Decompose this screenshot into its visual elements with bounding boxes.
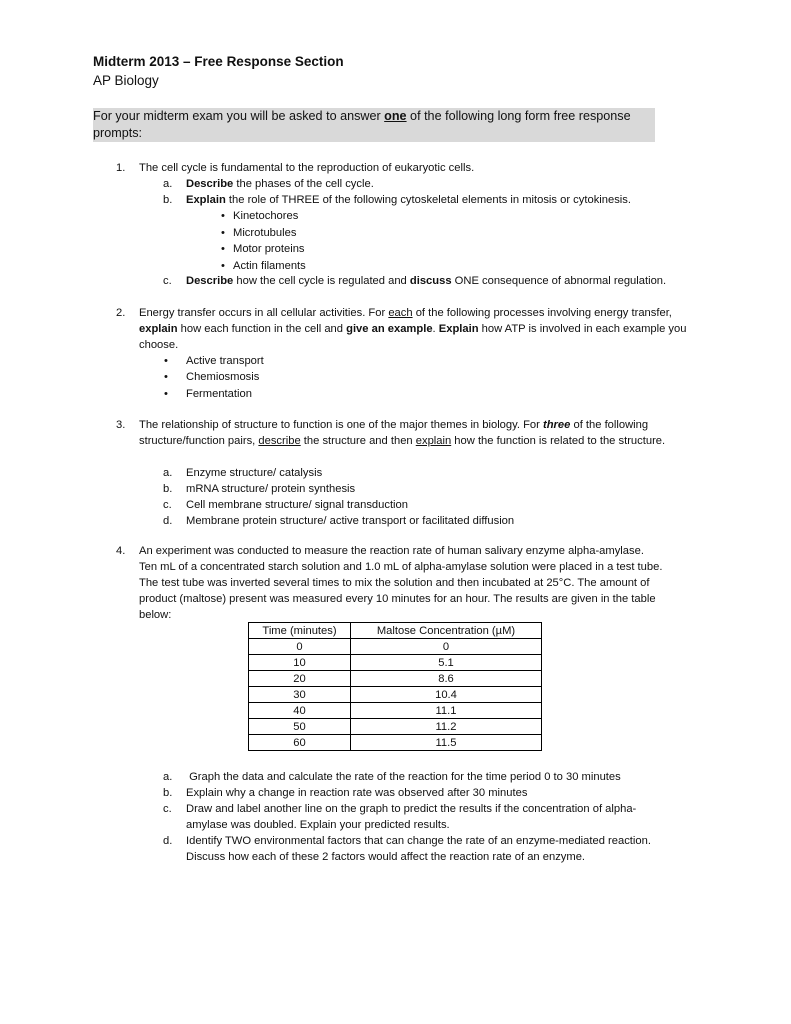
q4-line: An experiment was conducted to measure the reaction rate of human salivary enzyme alpha-amylase.	[139, 545, 644, 557]
q1-b-text: the role of THREE of the following cytoskeletal elements in mitosis or cytokinesis.	[225, 194, 631, 206]
q3-item: mRNA structure/ protein synthesis	[186, 483, 356, 495]
q4-line: Ten mL of a concentrated starch solution and 1.0 mL of alpha-amylase solution were placed in a test tube.	[139, 561, 663, 573]
bullet-icon: •	[221, 210, 225, 222]
q2-bold: give an example	[346, 323, 433, 335]
q2-bold: Explain	[438, 323, 479, 335]
q1-b-verb: Explain	[186, 194, 226, 206]
table-header-row	[249, 623, 542, 639]
question-1-text: The cell cycle is fundamental to the reproduction of eukaryotic cells.	[139, 162, 475, 174]
q3-bold-italic: three	[543, 419, 571, 431]
table-cell: 11.5	[351, 735, 542, 751]
q3-text: the structure and then	[300, 435, 416, 447]
q1-item-c	[186, 273, 706, 289]
q2-text: Energy transfer occurs in all cellular activities. For	[139, 307, 389, 319]
question-4-number: 4.	[116, 545, 126, 557]
q4-item: Graph the data and calculate the rate of the reaction for the time period 0 to 30 minutes	[186, 771, 621, 783]
q1-c-verb-2: discuss	[409, 275, 452, 287]
q2-text: of the following processes involving energy transfer,	[412, 307, 672, 319]
q3-text: how the function is related to the structure.	[451, 435, 666, 447]
table-row	[249, 703, 542, 719]
bullet-icon: •	[164, 388, 168, 400]
table-row	[249, 687, 542, 703]
q1-bullet-item: Motor proteins	[233, 243, 305, 255]
q2-bullet-item: Fermentation	[186, 388, 252, 400]
intro-instructions	[93, 108, 655, 142]
q2-text: how ATP is involved in each example you choose.	[139, 323, 687, 351]
intro-emphasis: one	[384, 109, 407, 123]
table-cell: 40	[249, 703, 351, 719]
bullet-icon: •	[221, 227, 225, 239]
q3-underlined: describe	[258, 435, 301, 447]
q2-bold: explain	[139, 323, 178, 335]
q3-item: Enzyme structure/ catalysis	[186, 467, 323, 479]
q1-item-b	[186, 192, 706, 208]
q1-c-text: how the cell cycle is regulated and	[233, 275, 410, 287]
q2-bullet-item: Chemiosmosis	[186, 371, 260, 383]
table-cell: 10.4	[351, 687, 542, 703]
q3-text: The relationship of structure to function is one of the major themes in biology. For	[139, 419, 543, 431]
table-row	[249, 639, 542, 655]
q4-item-letter: b.	[163, 787, 173, 799]
bullet-icon: •	[221, 260, 225, 272]
q1-item-a	[186, 176, 706, 192]
q4-item: Explain why a change in reaction rate was observed after 30 minutes	[186, 787, 528, 799]
q1-item-a-letter: a.	[163, 178, 173, 190]
table-cell: 20	[249, 671, 351, 687]
table-cell: 60	[249, 735, 351, 751]
q3-underlined: explain	[415, 435, 452, 447]
table-cell: 0	[351, 639, 542, 655]
table-header-cell: Time (minutes)	[249, 623, 351, 639]
table-row	[249, 655, 542, 671]
intro-text-end: of the following long form free response prompts:	[93, 109, 631, 140]
table-cell: 8.6	[351, 671, 542, 687]
page-title: Midterm 2013 – Free Response Section	[93, 54, 344, 69]
q3-item-letter: d.	[163, 515, 173, 527]
q1-bullet-item: Microtubules	[233, 227, 297, 239]
q1-bullet-item: Kinetochores	[233, 210, 299, 222]
table-cell: 0	[249, 639, 351, 655]
q3-item-letter: c.	[163, 499, 172, 511]
q3-item: Cell membrane structure/ signal transduction	[186, 499, 408, 511]
q3-item: Membrane protein structure/ active transport or facilitated diffusion	[186, 515, 515, 527]
q1-c-verb: Describe	[186, 275, 234, 287]
q2-text: how each function in the cell and	[177, 323, 347, 335]
table-cell: 50	[249, 719, 351, 735]
question-4-text	[139, 543, 719, 623]
question-2-text	[139, 305, 695, 353]
q4-item: Identify TWO environmental factors that can change the rate of an enzyme-mediated reaction.	[186, 835, 651, 847]
bullet-icon: •	[221, 243, 225, 255]
question-3-number: 3.	[116, 419, 126, 431]
q4-item-continued: Discuss how each of these 2 factors would affect the reaction rate of an enzyme.	[186, 851, 586, 863]
table-cell: 11.1	[351, 703, 542, 719]
q4-line: product (maltose) present was measured every 10 minutes for an hour. The results are given in the table	[139, 593, 656, 605]
bullet-icon: •	[164, 371, 168, 383]
q2-underlined: each	[388, 307, 413, 319]
question-3-text	[139, 417, 699, 449]
bullet-icon: •	[164, 355, 168, 367]
q3-item-letter: b.	[163, 483, 173, 495]
intro-text-start: For your midterm exam you will be asked to answer	[93, 109, 385, 123]
q4-item-continued: amylase was doubled. Explain your predicted results.	[186, 819, 450, 831]
q3-item-letter: a.	[163, 467, 173, 479]
q1-a-text: the phases of the cell cycle.	[233, 178, 374, 190]
q4-item-letter: d.	[163, 835, 173, 847]
question-1-number: 1.	[116, 162, 126, 174]
q2-text: .	[432, 323, 439, 335]
table-header-cell: Maltose Concentration (µM)	[351, 623, 542, 639]
table-row	[249, 719, 542, 735]
table-row	[249, 671, 542, 687]
q4-item-letter: a.	[163, 771, 173, 783]
table-cell: 30	[249, 687, 351, 703]
q4-line: below:	[139, 609, 172, 621]
table-cell: 10	[249, 655, 351, 671]
q4-item: Draw and label another line on the graph to predict the results if the concentration of alpha-	[186, 803, 637, 815]
q1-a-verb: Describe	[186, 178, 234, 190]
table-row	[249, 735, 542, 751]
q3-text: of the following structure/function pairs,	[139, 419, 649, 447]
q1-c-text-end: ONE consequence of abnormal regulation.	[451, 275, 667, 287]
q4-line: The test tube was inverted several times to mix the solution and then incubated at 25°C. The amount of	[139, 577, 650, 589]
table-cell: 11.2	[351, 719, 542, 735]
table-cell: 5.1	[351, 655, 542, 671]
q4-item-letter: c.	[163, 803, 172, 815]
data-table	[248, 622, 542, 751]
q2-bullet-item: Active transport	[186, 355, 264, 367]
course-subtitle: AP Biology	[93, 73, 159, 88]
q1-item-c-letter: c.	[163, 275, 172, 287]
q1-bullet-item: Actin filaments	[233, 260, 306, 272]
question-2-number: 2.	[116, 307, 126, 319]
q1-item-b-letter: b.	[163, 194, 173, 206]
